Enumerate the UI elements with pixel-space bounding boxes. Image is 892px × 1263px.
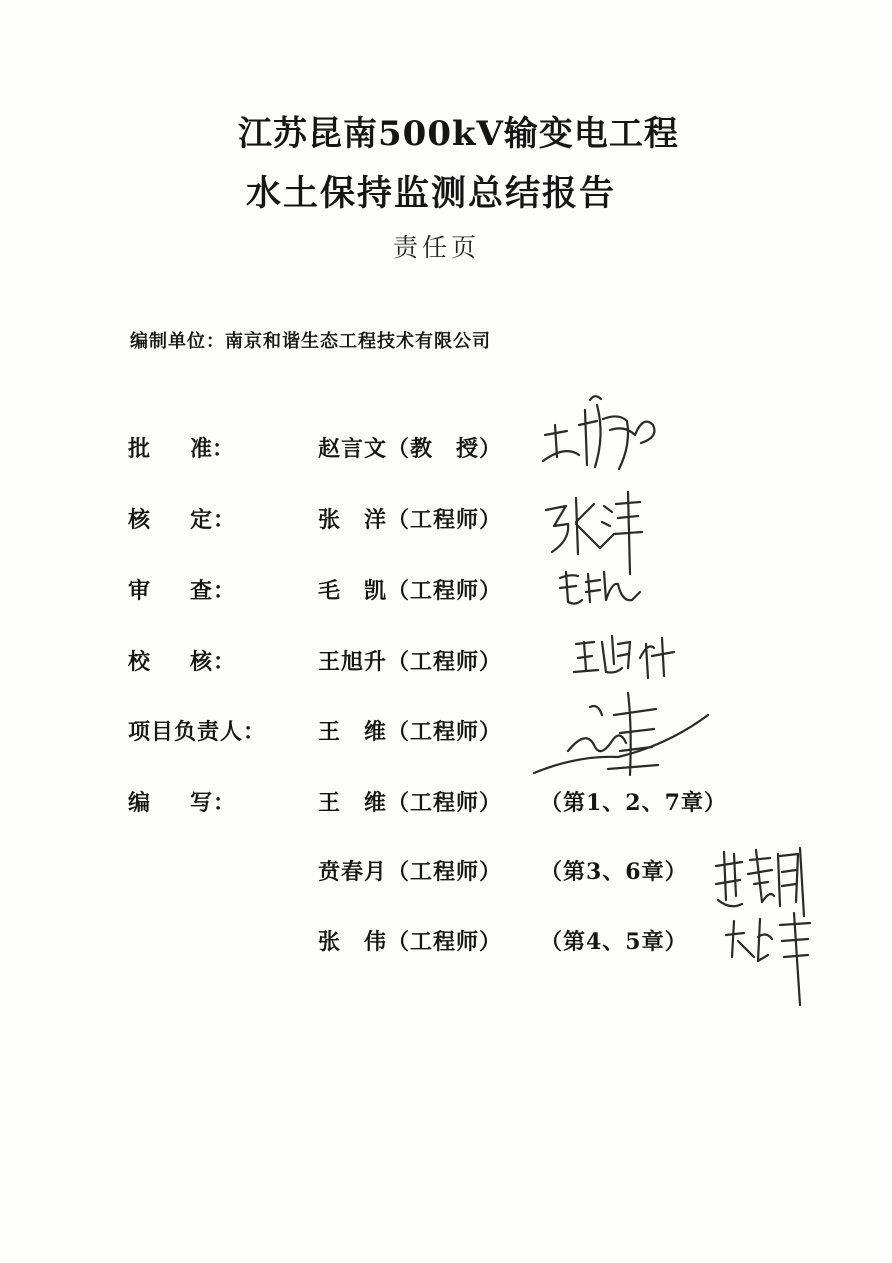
signature-wang-wei: [528, 685, 718, 785]
signature-zhao-yanwen: [535, 385, 665, 480]
organization-line: [130, 327, 491, 353]
role-label: 编 写：: [128, 790, 237, 816]
person-name: 张 伟（工程师）: [318, 929, 503, 955]
staff-row-author-1: [0, 786, 892, 826]
role-label: 审 查：: [128, 578, 237, 604]
staff-row-approve: [0, 432, 892, 472]
chapters-assigned: （第1、2、7章）: [540, 790, 727, 816]
organization-label: 编制单位：: [130, 331, 225, 352]
chapters-assigned: （第3、6章）: [540, 859, 688, 885]
person-name: 毛 凯（工程师）: [318, 578, 503, 604]
person-name: 王 维（工程师）: [318, 719, 503, 745]
person-name: 王旭升（工程师）: [318, 649, 503, 675]
role-label: 校 核：: [128, 649, 237, 675]
report-title-line-2: 水土保持监测总结报告: [246, 173, 617, 214]
role-label: 核 定：: [128, 507, 237, 533]
chapters-assigned: （第4、5章）: [540, 929, 688, 955]
person-name: 贲春月（工程师）: [318, 859, 503, 885]
staff-row-check: [0, 645, 892, 685]
signature-wang-xusheng: [570, 628, 680, 683]
person-name: 赵言文（教 授）: [318, 436, 503, 462]
staff-row-verify: [0, 503, 892, 543]
report-title-line-1: 江苏昆南500kV输变电工程: [238, 114, 679, 154]
signature-mao-kai: [556, 562, 646, 612]
person-name: 张 洋（工程师）: [318, 507, 503, 533]
signature-zhang-wei: [720, 905, 820, 1015]
role-label: 批 准：: [128, 436, 235, 462]
staff-row-project-lead: [0, 715, 892, 755]
staff-row-review: [0, 574, 892, 614]
organization-name: 南京和谐生态工程技术有限公司: [225, 331, 491, 352]
person-name: 王 维（工程师）: [318, 790, 503, 816]
role-label: 项目负责人：: [128, 719, 267, 745]
page-subtitle: 责任页: [393, 233, 481, 262]
